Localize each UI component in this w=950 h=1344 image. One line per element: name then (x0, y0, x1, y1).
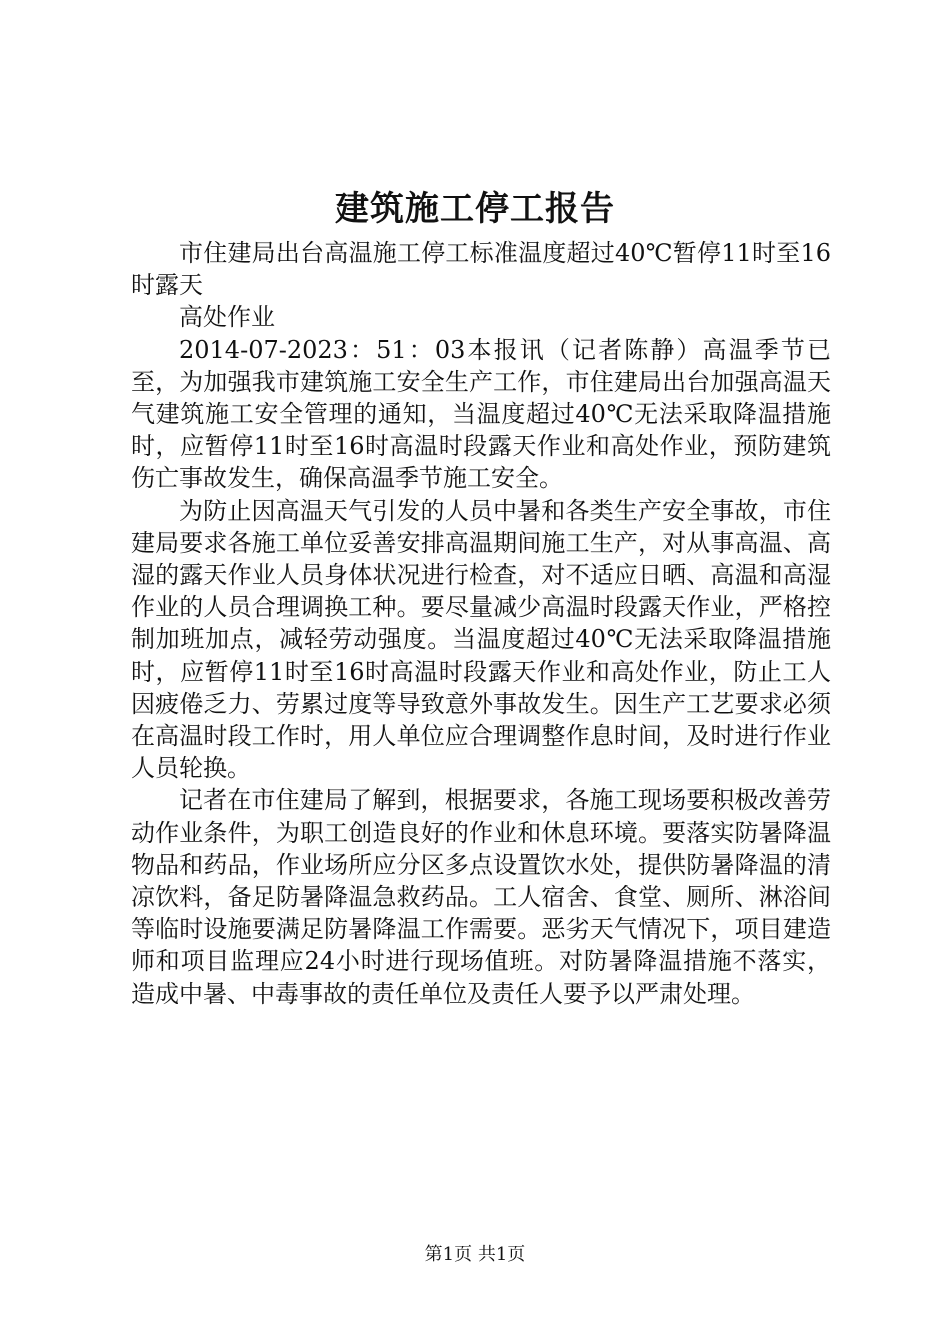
page-footer: 第1页 共1页 (424, 1244, 526, 1265)
paragraph-headline-continued: 高处作业 (179, 303, 275, 332)
paragraph-intro: 2014-07-2023：51：03本报讯（记者陈静）高温季节已至，为加强我市建筑施工安全生产工作，市住建局出台加强高温天气建筑施工安全管理的通知，当温度超过40℃无法采取降温措施时，应暂停11时至16时高温时段露天作业和高处作业，预防建筑伤亡事故发生，确保高温季节施工安全。 (131, 335, 831, 493)
paragraph-requirements: 为防止因高温天气引发的人员中暑和各类生产安全事故，市住建局要求各施工单位妥善安排高温期间施工生产，对从事高温、高湿的露天作业人员身体状况进行检查，对不适应日晒、高温和高湿作业的人员合理调换工种。要尽量减少高温时段露天作业，严格控制加班加点，减轻劳动强度。当温度超过40℃无法采取降温措施时，应暂停11时至16时高温时段露天作业和高处作业，防止工人因疲倦乏力、劳累过度等导致意外事故发生。因生产工艺要求必须在高温时段工作时，用人单位应合理调整作息时间，及时进行作业人员轮换。 (131, 496, 831, 783)
document-title: 建筑施工停工报告 (335, 189, 615, 229)
paragraph-site-measures: 记者在市住建局了解到，根据要求，各施工现场要积极改善劳动作业条件，为职工创造良好的作业和休息环境。要落实防暑降温物品和药品，作业场所应分区多点设置饮水处，提供防暑降温的清凉饮料，备足防暑降温急救药品。工人宿舍、食堂、厕所、淋浴间等临时设施要满足防暑降温工作需要。恶劣天气情况下，项目建造师和项目监理应24小时进行现场值班。对防暑降温措施不落实，造成中暑、中毒事故的责任单位及责任人要予以严肃处理。 (131, 786, 831, 1008)
paragraph-headline: 市住建局出台高温施工停工标准温度超过40℃暂停11时至16时露天 (131, 239, 831, 300)
document-body (131, 237, 831, 1010)
